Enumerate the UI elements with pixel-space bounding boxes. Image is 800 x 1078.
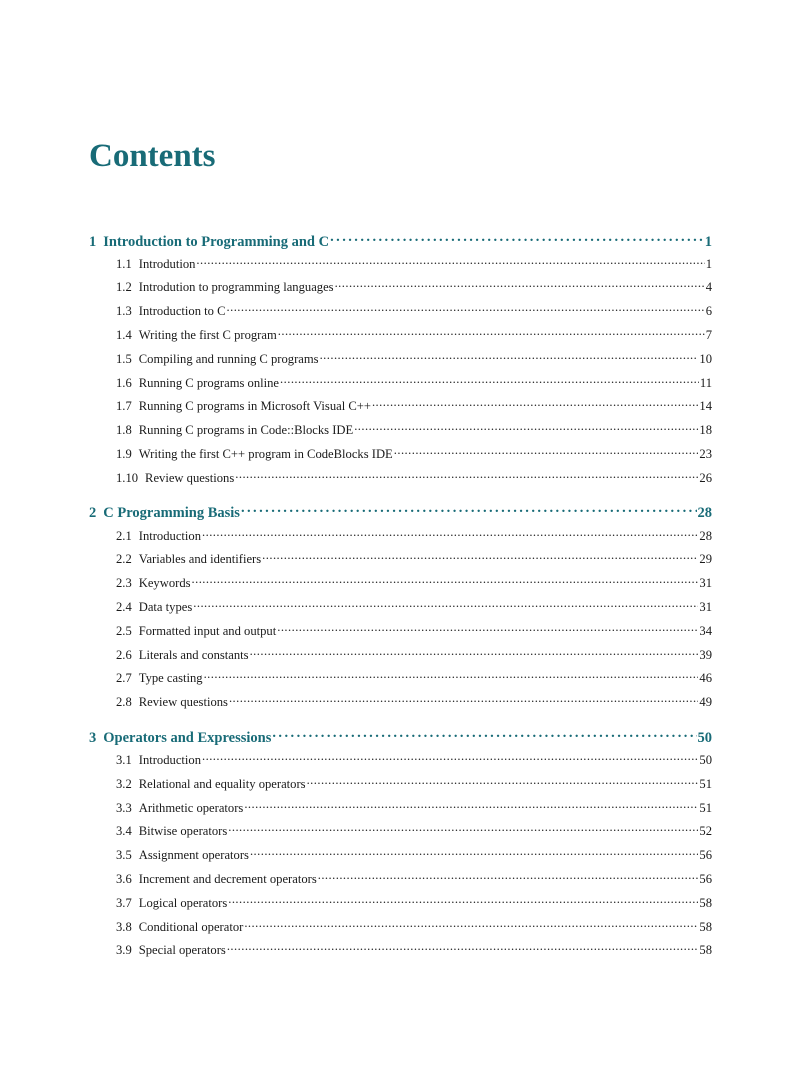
toc-entry[interactable] [89,350,712,374]
section-page-number: 31 [699,599,712,614]
toc-entry[interactable] [89,303,712,327]
section-number: 1.6 [116,375,132,390]
toc-entry[interactable] [89,398,712,422]
section-title: Introduction [138,528,202,543]
chapter-entry[interactable] [89,231,712,255]
section-page-number: 23 [699,446,712,461]
dot-leader [307,775,699,788]
section-page-number: 7 [705,327,712,342]
section-title: Introduction [138,752,202,767]
toc-entry[interactable] [89,445,712,469]
dot-leader [372,398,698,411]
dot-leader [227,303,705,316]
chapter-page-number: 50 [697,729,712,746]
section-number: 2.3 [116,576,132,591]
section-title: Formatted input and output [138,623,277,638]
toc-entry[interactable] [89,775,712,799]
toc-entry[interactable] [89,694,712,718]
dot-leader [241,503,697,518]
toc-entry[interactable] [89,374,712,398]
section-title: Logical operators [138,895,228,910]
section-title: Keywords [138,576,191,591]
chapter-number: 3 [89,729,97,746]
section-page-number: 51 [699,776,712,791]
section-title: Introduction to C [138,304,226,319]
section-number: 3.9 [116,943,132,958]
dot-leader [272,727,696,742]
section-number: 1.8 [116,423,132,438]
dot-leader [229,694,698,707]
chapter-number: 2 [89,505,97,522]
toc-entry[interactable] [89,527,712,551]
section-number: 3.2 [116,776,132,791]
dot-leader [228,894,698,907]
toc-entry[interactable] [89,326,712,350]
section-page-number: 46 [699,671,712,686]
section-page-number: 26 [699,470,712,485]
dot-leader [192,575,699,588]
toc-entry[interactable] [89,469,712,493]
section-title: Type casting [138,671,203,686]
section-title: Compiling and running C programs [138,351,319,366]
section-page-number: 18 [699,423,712,438]
toc-entry[interactable] [89,646,712,670]
section-page-number: 29 [699,552,712,567]
chapter-entry[interactable] [89,503,712,527]
section-title: Data types [138,599,193,614]
toc-entry[interactable] [89,575,712,599]
section-title: Conditional operator [138,919,244,934]
section-number: 1.1 [116,256,132,271]
section-title: Special operators [138,943,226,958]
section-title: Assignment operators [138,848,249,863]
section-page-number: 6 [705,304,712,319]
dot-leader [320,350,699,363]
section-number: 1.2 [116,280,132,295]
section-number: 1.9 [116,446,132,461]
section-page-number: 1 [705,256,712,271]
toc-entry[interactable] [89,598,712,622]
section-number: 1.4 [116,327,132,342]
section-number: 3.3 [116,800,132,815]
section-number: 2.8 [116,695,132,710]
toc-entry[interactable] [89,670,712,694]
dot-leader [280,374,699,387]
dot-leader [335,279,705,292]
chapter-3 [89,727,712,965]
page-title: Contents [89,138,216,174]
chapter-page-number: 28 [697,505,712,522]
section-number: 3.6 [116,871,132,886]
section-page-number: 10 [699,351,712,366]
section-page-number: 52 [699,824,712,839]
section-number: 2.4 [116,599,132,614]
chapter-title: Operators and Expressions [103,729,272,746]
dot-leader [235,469,698,482]
dot-leader [202,751,698,764]
toc-entry[interactable] [89,279,712,303]
dot-leader [278,326,705,339]
dot-leader [262,551,698,564]
section-page-number: 56 [699,871,712,886]
toc-entry[interactable] [89,255,712,279]
section-page-number: 14 [699,399,712,414]
section-page-number: 11 [699,375,712,390]
toc-entry[interactable] [89,422,712,446]
dot-leader [228,823,698,836]
section-title: Bitwise operators [138,824,228,839]
chapter-entry[interactable] [89,727,712,751]
dot-leader [204,670,699,683]
section-page-number: 28 [699,528,712,543]
section-page-number: 4 [705,280,712,295]
section-title: Writing the first C program [138,327,277,342]
dot-leader [244,918,698,931]
dot-leader [318,870,699,883]
toc-entry[interactable] [89,823,712,847]
chapter-number: 1 [89,233,97,250]
dot-leader [227,942,699,955]
section-title: Relational and equality operators [138,776,306,791]
toc-entry[interactable] [89,751,712,775]
dot-leader [354,422,698,435]
section-number: 1.7 [116,399,132,414]
chapter-title: C Programming Basis [103,505,240,522]
section-title: Arithmetic operators [138,800,244,815]
section-title: Introdution to programming languages [138,280,334,295]
dot-leader [250,646,699,659]
dot-leader [193,598,698,611]
dot-leader [394,445,699,458]
section-number: 1.3 [116,304,132,319]
section-number: 2.6 [116,647,132,662]
section-title: Introdution [138,256,196,271]
section-page-number: 56 [699,848,712,863]
section-number: 3.1 [116,752,132,767]
table-of-contents [89,231,712,966]
toc-entry[interactable] [89,942,712,966]
section-page-number: 58 [699,895,712,910]
section-title: Increment and decrement operators [138,871,317,886]
toc-entry[interactable] [89,894,712,918]
section-title: Review questions [145,470,235,485]
toc-entry[interactable] [89,551,712,575]
toc-entry[interactable] [89,622,712,646]
dot-leader [244,799,698,812]
section-number: 1.10 [116,470,139,485]
section-title: Running C programs in Microsoft Visual C++ [138,399,371,414]
section-title: Variables and identifiers [138,552,262,567]
toc-entry[interactable] [89,870,712,894]
section-number: 3.5 [116,848,132,863]
toc-entry[interactable] [89,799,712,823]
section-page-number: 49 [699,695,712,710]
chapter-2 [89,503,712,717]
section-title: Running C programs online [138,375,280,390]
toc-entry[interactable] [89,847,712,871]
chapter-1 [89,231,712,493]
section-number: 2.5 [116,623,132,638]
chapter-title: Introduction to Programming and C [103,233,330,250]
section-page-number: 34 [699,623,712,638]
section-number: 3.4 [116,824,132,839]
toc-entry[interactable] [89,918,712,942]
section-number: 2.2 [116,552,132,567]
section-page-number: 51 [699,800,712,815]
section-number: 2.7 [116,671,132,686]
section-page-number: 50 [699,752,712,767]
section-page-number: 58 [699,919,712,934]
section-page-number: 58 [699,943,712,958]
section-number: 3.7 [116,895,132,910]
dot-leader [202,527,698,540]
dot-leader [196,255,704,268]
section-page-number: 31 [699,576,712,591]
section-title: Running C programs in Code::Blocks IDE [138,423,354,438]
section-number: 2.1 [116,528,132,543]
chapter-page-number: 1 [704,233,712,250]
dot-leader [277,622,698,635]
section-title: Review questions [138,695,228,710]
section-title: Literals and constants [138,647,249,662]
dot-leader [250,847,698,860]
section-title: Writing the first C++ program in CodeBlocks IDE [138,446,393,461]
section-number: 1.5 [116,351,132,366]
dot-leader [330,231,704,246]
section-number: 3.8 [116,919,132,934]
section-page-number: 39 [699,647,712,662]
